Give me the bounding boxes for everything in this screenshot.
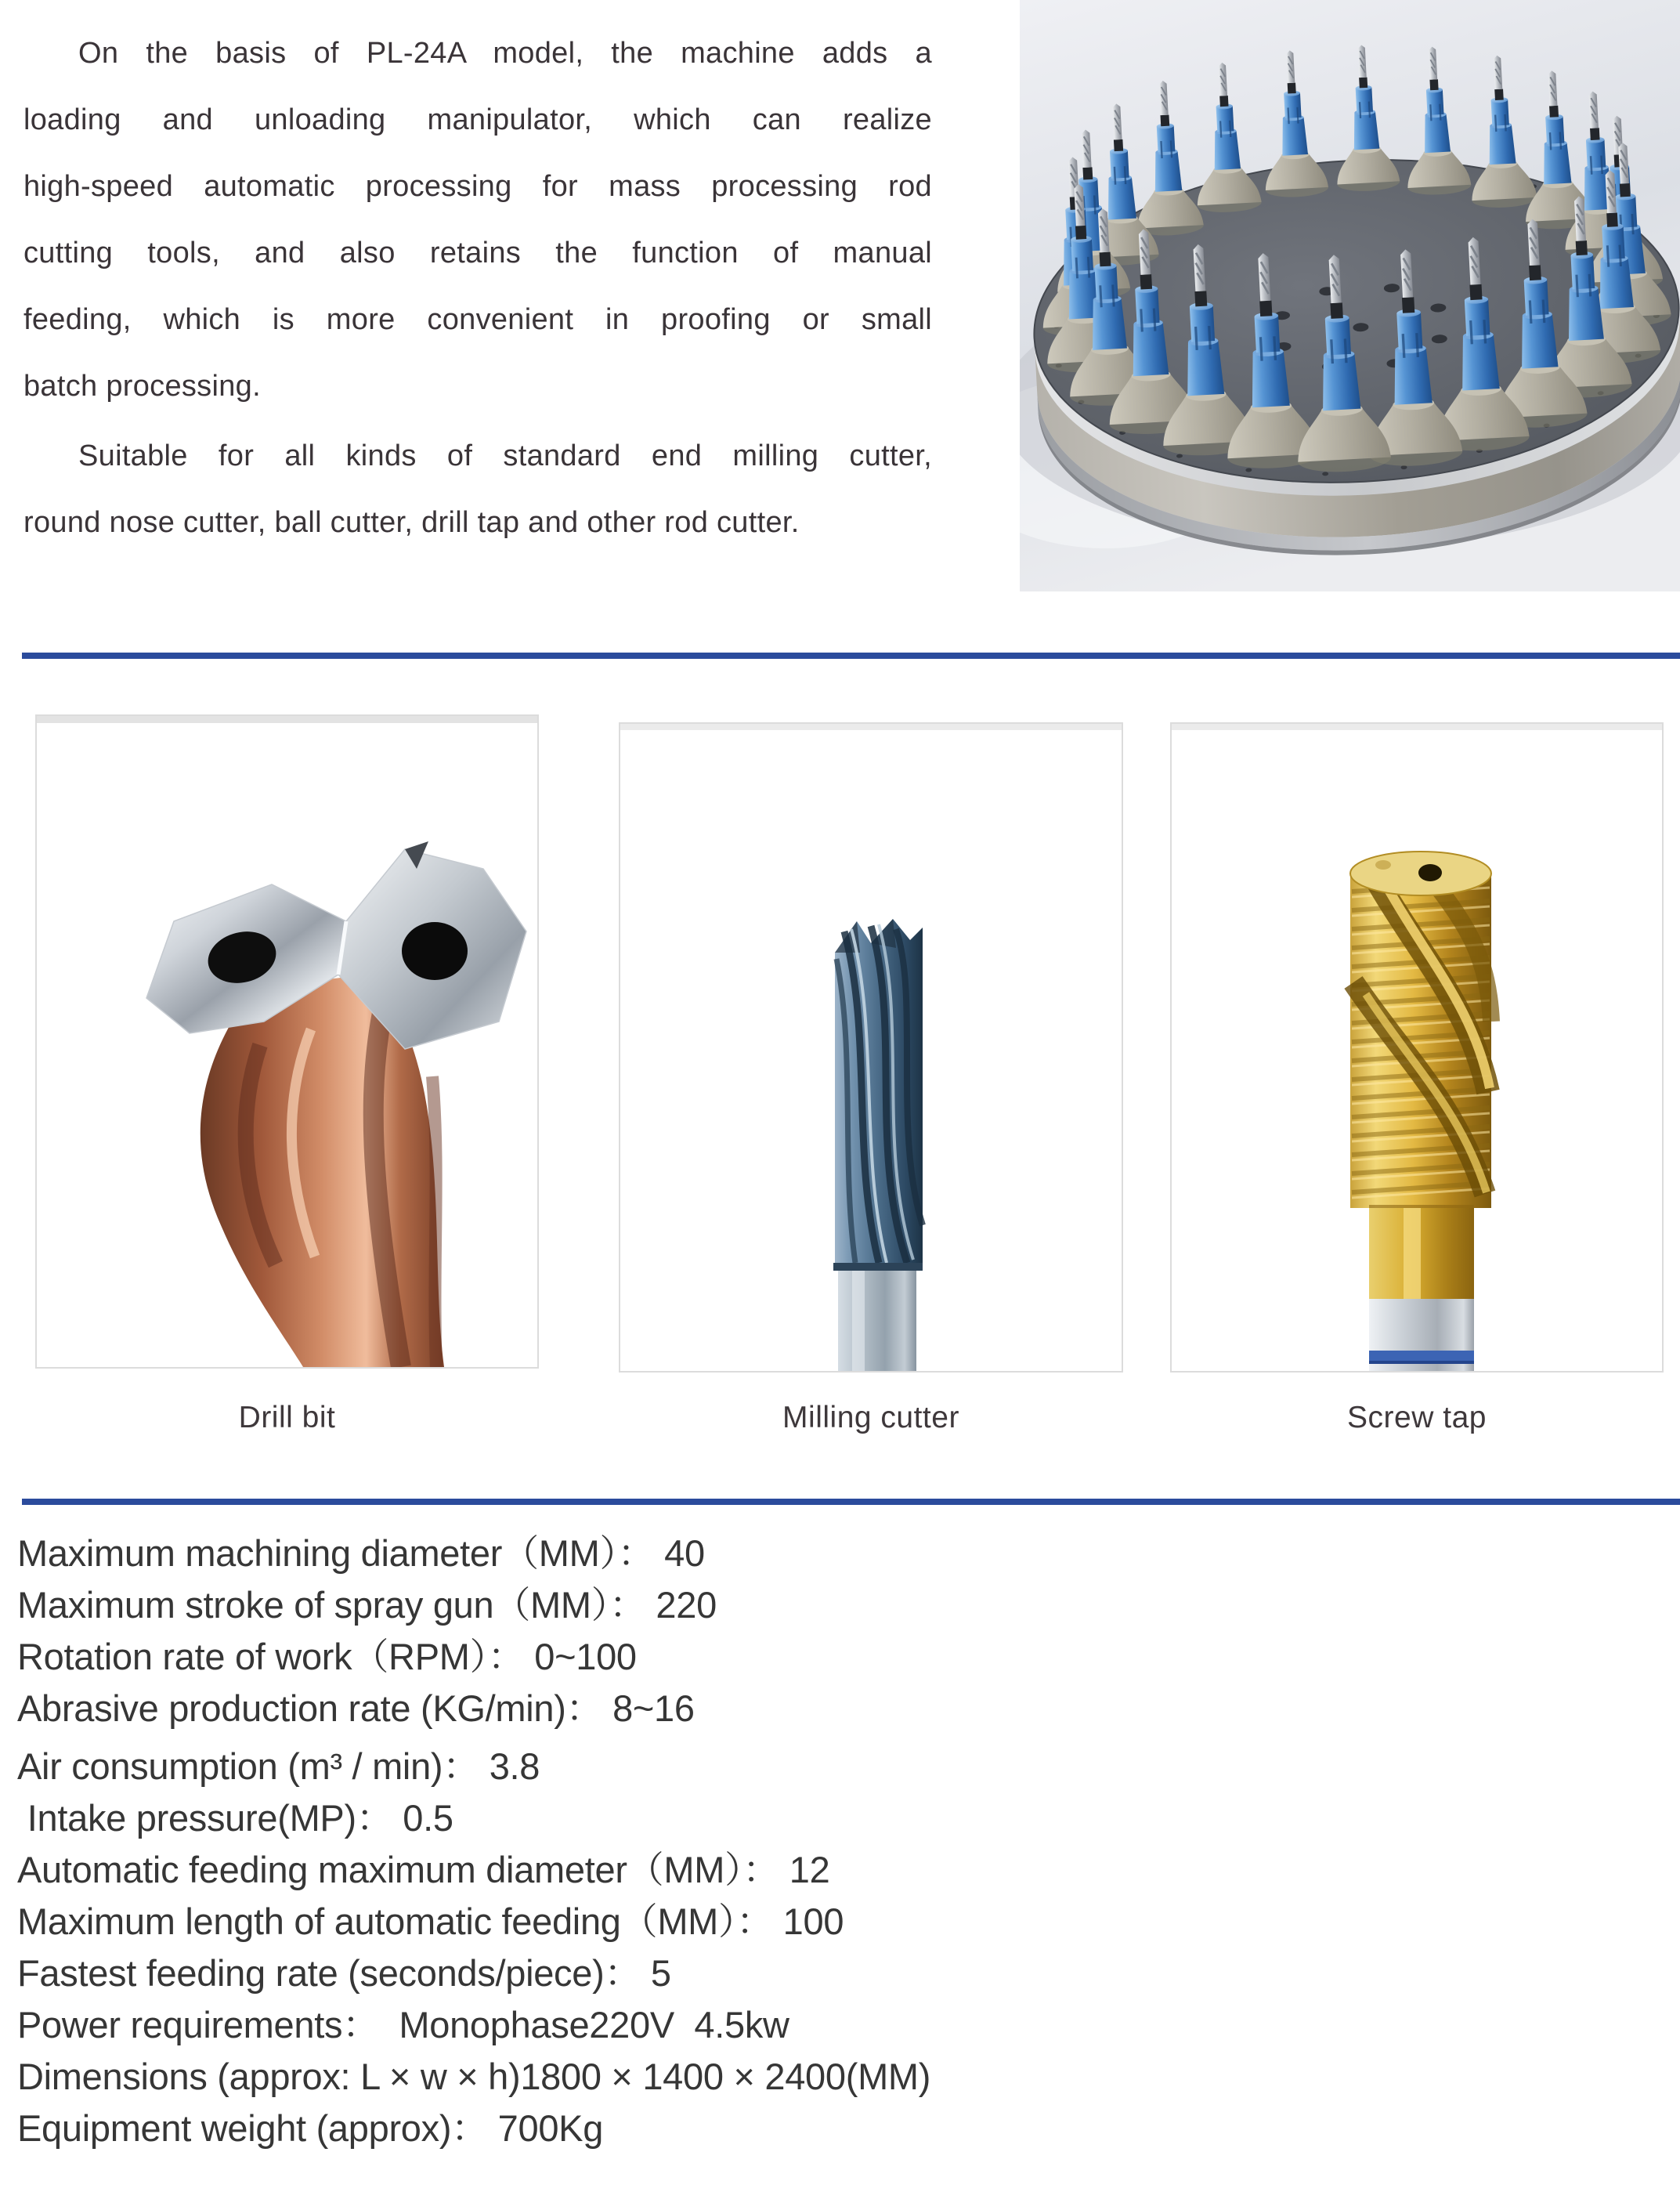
spec-line: Dimensions (approx: L × w × h)1800 × 1400 × 2400(MM) xyxy=(17,2056,931,2097)
spec-line: Fastest feeding rate (seconds/piece)： 5 xyxy=(17,1952,671,1994)
section-divider-top xyxy=(22,653,1680,659)
spec-line: Intake pressure(MP)： 0.5 xyxy=(17,1797,453,1839)
spec-line: Power requirements： Monophase220V 4.5kw xyxy=(17,2004,789,2045)
screw-tap-photo xyxy=(1170,722,1664,1373)
photo-edge-strip xyxy=(37,716,537,723)
intro-text xyxy=(23,20,932,556)
spec-line: Rotation rate of work（RPM）： 0~100 xyxy=(17,1636,637,1677)
spec-line: Maximum machining diameter（MM）： 40 xyxy=(17,1532,705,1574)
intro-line: feeding, which is more convenient in proofing or small xyxy=(23,303,932,336)
spec-line: Automatic feeding maximum diameter（MM）： 12 xyxy=(17,1849,830,1890)
intro-line: cutting tools, and also retains the function of manual xyxy=(23,237,932,269)
section-divider-bottom xyxy=(22,1499,1680,1505)
spec-list xyxy=(17,1528,1662,2154)
drill-bit-illustration xyxy=(37,716,537,1367)
screw-tap-illustration xyxy=(1172,724,1662,1371)
tool-disc-svg xyxy=(1020,0,1680,591)
intro-line: high-speed automatic processing for mass processing rod xyxy=(23,170,932,203)
drill-bit-photo xyxy=(35,714,539,1369)
photo-edge-strip xyxy=(620,724,1122,730)
intro-line: Suitable for all kinds of standard end milling cutter, xyxy=(78,439,932,472)
spec-line: Air consumption (m³ / min)： 3.8 xyxy=(17,1745,540,1787)
photo-edge-strip xyxy=(1172,724,1662,730)
spec-line: Maximum length of automatic feeding（MM）： 100 xyxy=(17,1901,844,1942)
milling-cutter-illustration xyxy=(620,724,1122,1371)
intro-line: loading and unloading manipulator, which can realize xyxy=(23,103,932,136)
spec-line: Equipment weight (approx)： 700Kg xyxy=(17,2107,604,2149)
spec-line: Maximum stroke of spray gun（MM）： 220 xyxy=(17,1584,717,1626)
spec-line: Abrasive production rate (KG/min)： 8~16 xyxy=(17,1687,695,1729)
rotary-tool-disc-render xyxy=(1020,0,1680,591)
intro-line: round nose cutter, ball cutter, drill tap and other rod cutter. xyxy=(23,506,800,539)
milling-cutter-photo xyxy=(619,722,1123,1373)
intro-line: batch processing. xyxy=(23,370,261,403)
caption-milling-cutter: Milling cutter xyxy=(782,1401,959,1434)
intro-line: On the basis of PL-24A model, the machine adds a xyxy=(78,37,932,70)
caption-drill-bit: Drill bit xyxy=(238,1401,336,1434)
caption-screw-tap: Screw tap xyxy=(1347,1401,1487,1434)
